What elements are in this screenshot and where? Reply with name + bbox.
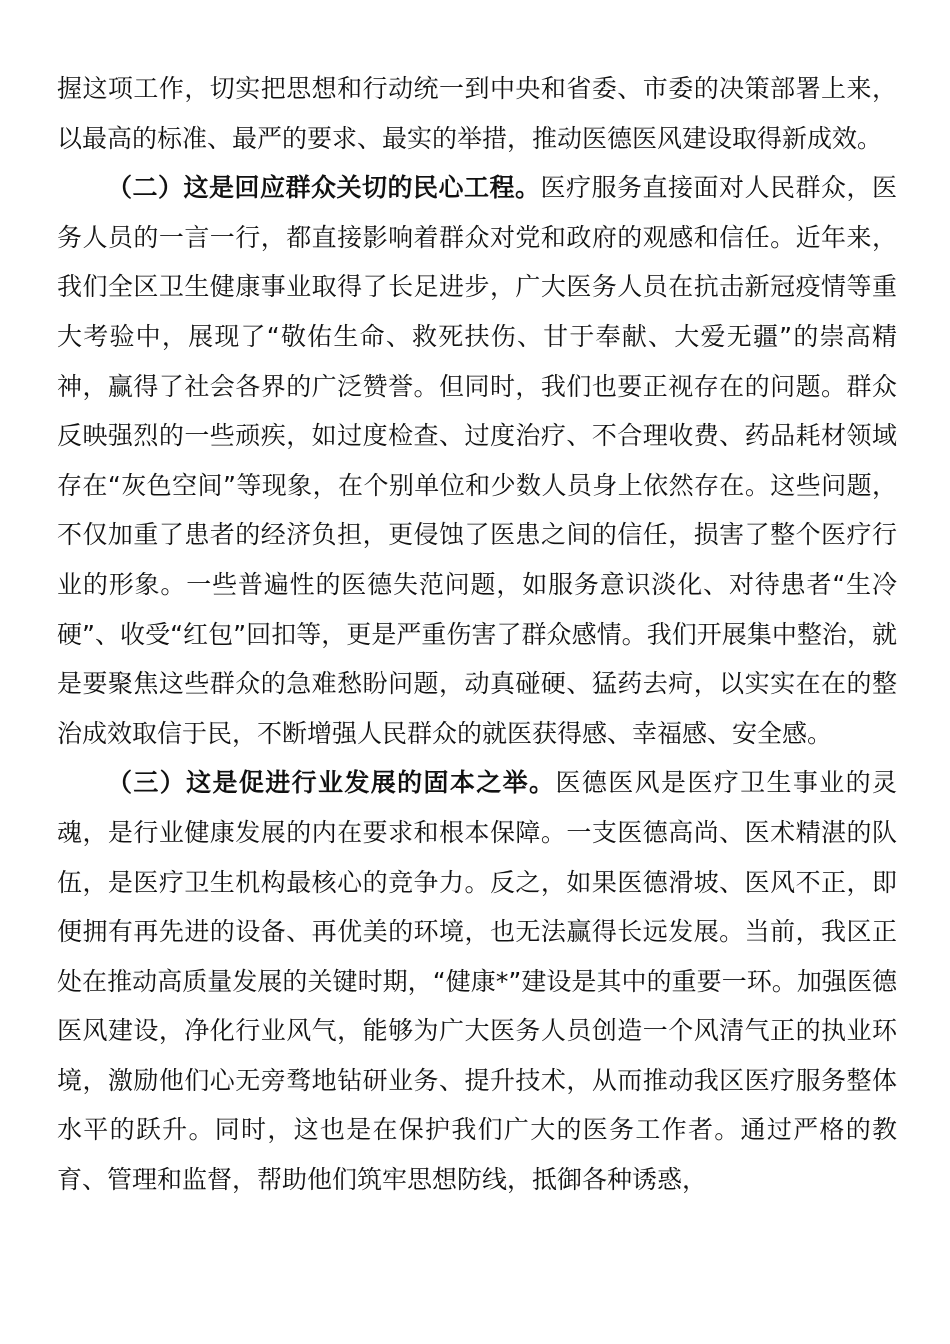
section-heading: （三）这是促进行业发展的固本之举。 bbox=[107, 768, 556, 798]
paragraph-continuation bbox=[57, 64, 897, 163]
paragraph-section-three bbox=[57, 758, 897, 1204]
paragraph-text: 医疗服务直接面对人民群众，医务人员的一言一行，都直接影响着群众对党和政府的观感和信任。近年来，我们全区卫生健康事业取得了长足进步，广大医务人员在抗击新冠疫情等重大考验中，展现了“敬佑生命、救死扶伤、甘于奉献、大爱无疆”的崇高精神，赢得了社会各界的广泛赞誉。但同时，我们也要正视存在的问题。群众反映强烈的一些顽疾，如过度检查、过度治疗、不合理收费、药品耗材领域存在“灰色空间”等现象，在个别单位和少数人员身上依然存在。这些问题，不仅加重了患者的经济负担，更侵蚀了医患之间的信任，损害了整个医疗行业的形象。一些普遍性的医德失范问题，如服务意识淡化、对待患者“生冷硬”、收受“红包”回扣等，更是严重伤害了群众感情。我们开展集中整治，就是要聚焦这些群众的急难愁盼问题，动真碰硬、猛药去疴，以实实在在的整治成效取信于民，不断增强人民群众的就医获得感、幸福感、安全感。 bbox=[57, 173, 897, 748]
paragraph-text: 握这项工作，切实把思想和行动统一到中央和省委、市委的决策部署上来，以最高的标准、最严的要求、最实的举措，推动医德医风建设取得新成效。 bbox=[57, 74, 897, 153]
section-heading: （二）这是回应群众关切的民心工程。 bbox=[107, 173, 541, 203]
paragraph-text: 医德医风是医疗卫生事业的灵魂，是行业健康发展的内在要求和根本保障。一支医德高尚、医术精湛的队伍，是医疗卫生机构最核心的竞争力。反之，如果医德滑坡、医风不正，即便拥有再先进的设备、再优美的环境，也无法赢得长远发展。当前，我区正处在推动高质量发展的关键时期，“健康*”建设是其中的重要一环。加强医德医风建设，净化行业风气，能够为广大医务人员创造一个风清气正的执业环境，激励他们心无旁骛地钻研业务、提升技术，从而推动我区医疗服务整体水平的跃升。同时，这也是在保护我们广大的医务工作者。通过严格的教育、管理和监督，帮助他们筑牢思想防线，抵御各种诱惑， bbox=[57, 768, 897, 1195]
document-body bbox=[57, 64, 897, 1205]
paragraph-section-two bbox=[57, 163, 897, 758]
